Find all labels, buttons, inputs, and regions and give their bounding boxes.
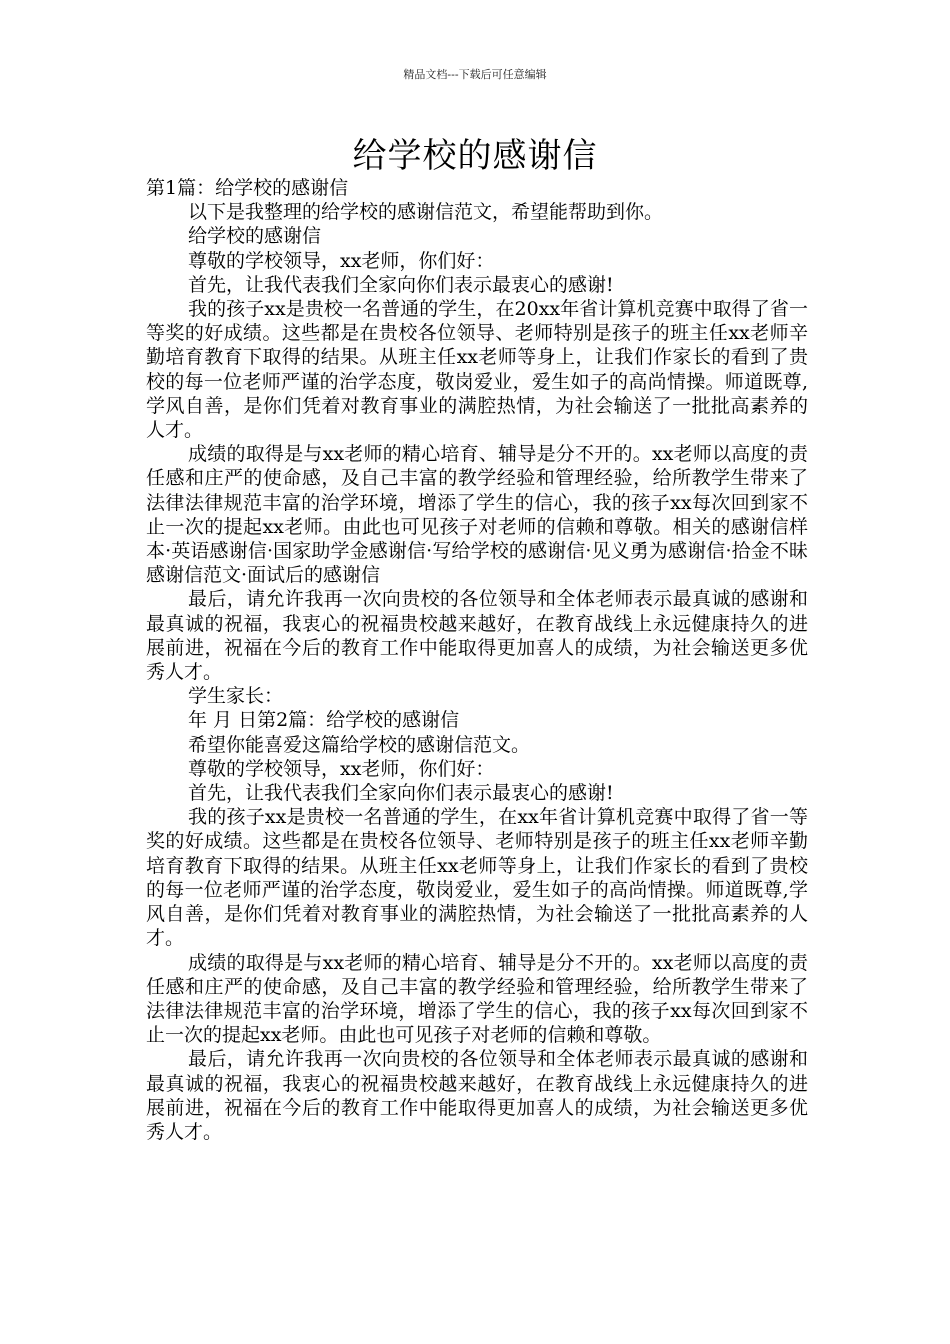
paragraph: 我的孩子xx是贵校一名普通的学生，在20xx年省计算机竞赛中取得了省一等奖的好成绩。这些都是在贵校各位领导、老师特别是孩子的班主任xx老师辛勤培育教育下取得的结果。从班主任xx老师等身上，让我们作家长的看到了贵校的每一位老师严谨的治学态度，敬岗爱业，爱生如子的高尚情操。师道既尊,学风自善，是你们凭着对教育事业的满腔热情，为社会输送了一批批高素养的人才。	[146, 298, 808, 442]
paragraph: 首先，让我代表我们全家向你们表示最衷心的感谢!	[188, 782, 614, 805]
paragraph: 成绩的取得是与xx老师的精心培育、辅导是分不开的。xx老师以高度的责任感和庄严的使命感，及自己丰富的教学经验和管理经验，给所教学生带来了法律法律规范丰富的治学环境，增添了学生的信心，我的孩子xx每次回到家不止一次的提起xx老师。由此也可见孩子对老师的信赖和尊敬。	[146, 951, 808, 1047]
paragraph: 最后，请允许我再一次向贵校的各位领导和全体老师表示最真诚的感谢和最真诚的祝福，我衷心的祝福贵校越来越好，在教育战线上永远健康持久的进展前进，祝福在今后的教育工作中能取得更加喜人的成绩，为社会输送更多优秀人才。	[146, 1048, 808, 1143]
page-header: 精品文档---下载后可任意编辑	[403, 68, 547, 81]
document-title: 给学校的感谢信	[352, 136, 598, 176]
document-body	[146, 176, 808, 1144]
paragraph: 希望你能喜爱这篇给学校的感谢信范文。	[188, 733, 531, 756]
date-and-section-heading: 年 月 日第2篇：给学校的感谢信	[188, 709, 460, 732]
signature: 学生家长：	[188, 685, 284, 708]
paragraph: 成绩的取得是与xx老师的精心培育、辅导是分不开的。xx老师以高度的责任感和庄严的使命感，及自己丰富的教学经验和管理经验，给所教学生带来了法律法律规范丰富的治学环境，增添了学生的信心，我的孩子xx每次回到家不止一次的提起xx老师。由此也可见孩子对老师的信赖和尊敬。相关的感谢信样本·英语感谢信·国家助学金感谢信·写给学校的感谢信·见义勇为感谢信·拾金不昧感谢信范文·面试后的感谢信	[146, 443, 808, 587]
paragraph: 以下是我整理的给学校的感谢信范文，希望能帮助到你。	[188, 201, 664, 224]
paragraph: 给学校的感谢信	[188, 225, 322, 248]
section-heading: 第1篇：给学校的感谢信	[146, 177, 349, 199]
salutation: 尊敬的学校领导，xx老师，你们好：	[188, 249, 495, 272]
paragraph: 最后，请允许我再一次向贵校的各位领导和全体老师表示最真诚的感谢和最真诚的祝福，我衷心的祝福贵校越来越好，在教育战线上永远健康持久的进展前进，祝福在今后的教育工作中能取得更加喜人的成绩，为社会输送更多优秀人才。	[146, 588, 808, 684]
paragraph: 首先，让我代表我们全家向你们表示最衷心的感谢!	[188, 273, 614, 296]
salutation: 尊敬的学校领导，xx老师，你们好：	[188, 757, 495, 780]
paragraph: 我的孩子xx是贵校一名普通的学生，在xx年省计算机竞赛中取得了省一等奖的好成绩。这些都是在贵校各位领导、老师特别是孩子的班主任xx老师辛勤培育教育下取得的结果。从班主任xx老师等身上，让我们作家长的看到了贵校的每一位老师严谨的治学态度，敬岗爱业，爱生如子的高尚情操。师道既尊,学风自善，是你们凭着对教育事业的满腔热情，为社会输送了一批批高素养的人才。	[146, 806, 808, 950]
